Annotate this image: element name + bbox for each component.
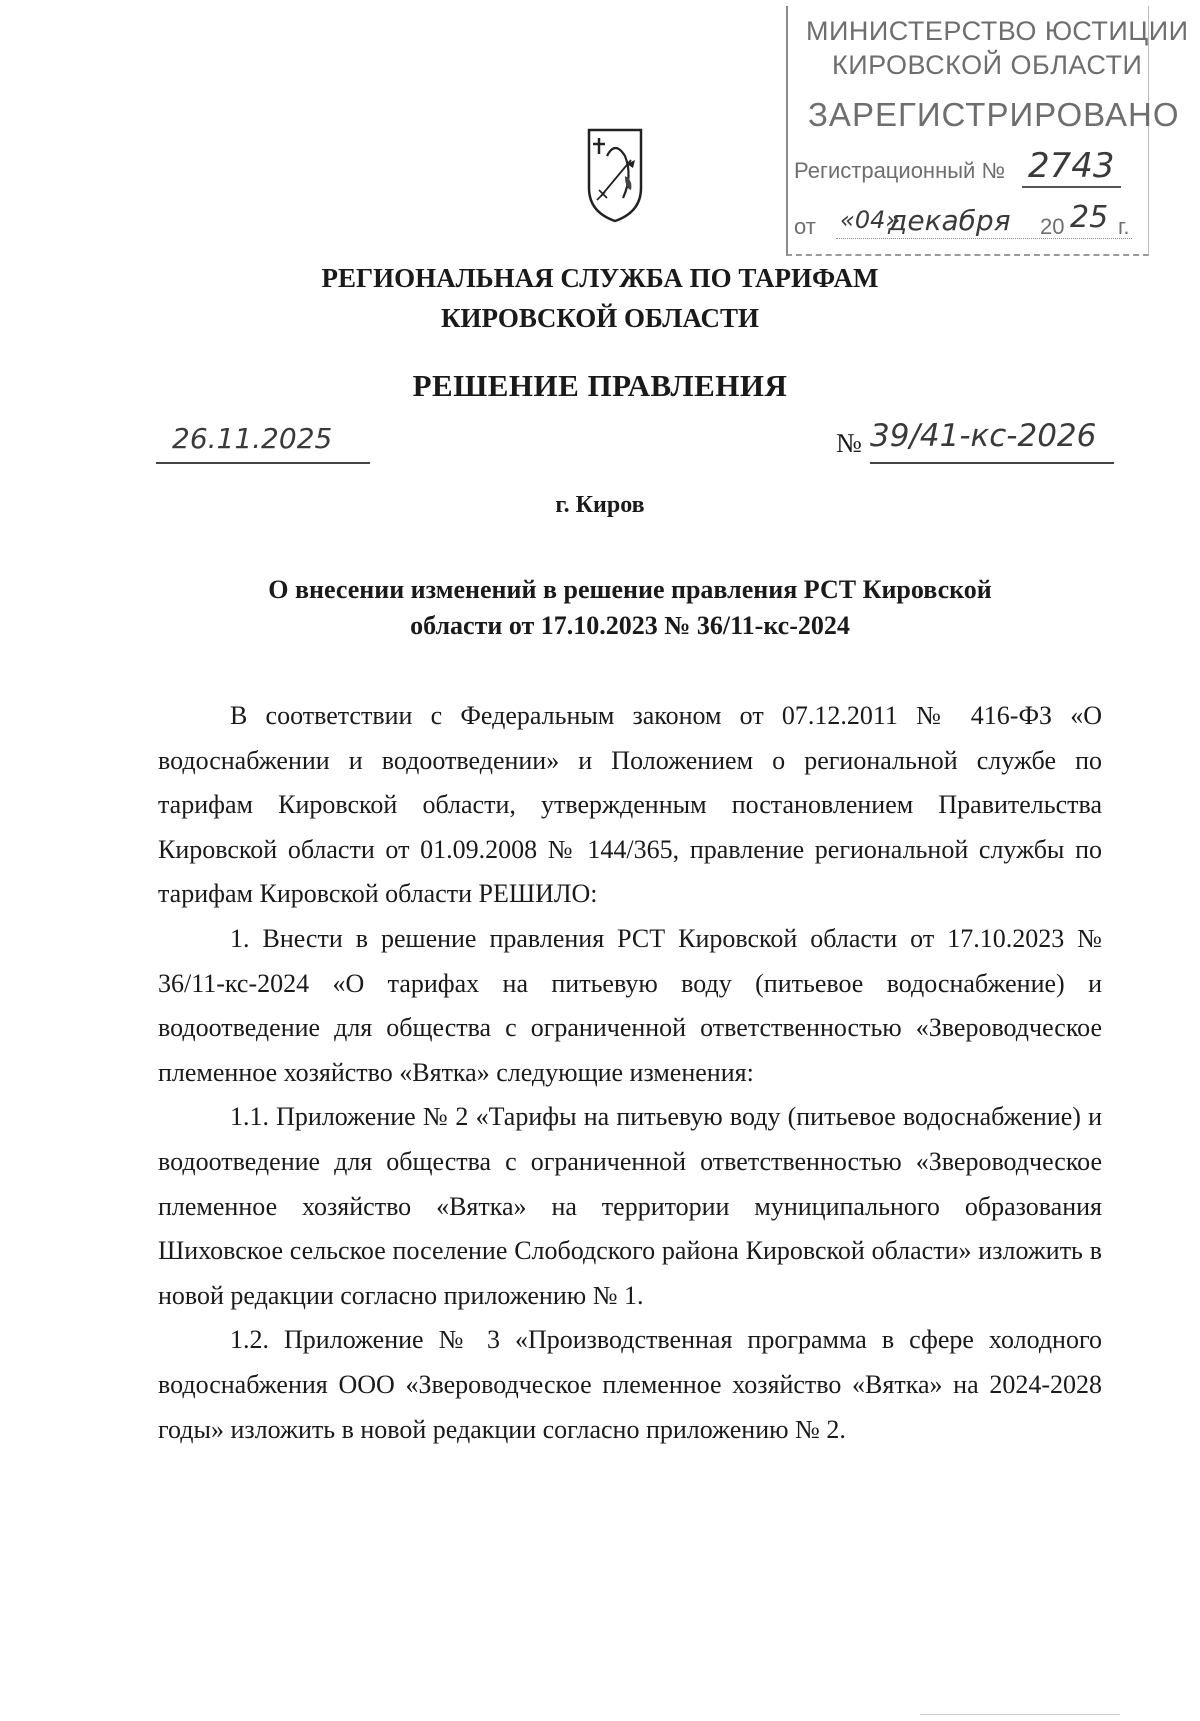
number-label: №: [836, 428, 862, 458]
registration-stamp: [786, 6, 1189, 256]
organization-name: [0, 258, 1200, 338]
stamp-date-day: «04»: [840, 206, 901, 234]
body-paragraph-item-1-1: 1.1. Приложение № 2 «Тарифы на питьевую воду (питьевое водоснабжение) и водоотведение для общества с ограниченной ответственностью «Звероводческое племенное хозяйство «Вятка» на территории муниципального образования Шиховское сельское поселение Слободского района Кировской области» изложить в новой редакции согласно приложению № 1.: [158, 1102, 1102, 1310]
stamp-year-prefix: 20: [1040, 214, 1065, 239]
decision-date: 26.11.2025: [172, 422, 333, 455]
stamp-region-line: КИРОВСКОЙ ОБЛАСТИ: [832, 50, 1143, 80]
page-edge-line: [920, 1714, 1120, 1715]
document-type-title: РЕШЕНИЕ ПРАВЛЕНИЯ: [412, 368, 788, 403]
stamp-reg-number: 2743: [1022, 146, 1121, 188]
body-paragraph-item-1-2: 1.2. Приложение № 3 «Производственная программа в сфере холодного водоснабжения ООО «Звероводческое племенное хозяйство «Вятка» на 2024-2028 годы» изложить в новой редакции согласно приложению № 2.: [158, 1325, 1102, 1444]
document-body: [158, 694, 1102, 1452]
coat-of-arms-icon: [585, 126, 645, 224]
number-underline: [870, 462, 1114, 464]
stamp-date-prefix: от: [794, 214, 816, 239]
date-underline: [156, 462, 370, 464]
city-name: г. Киров: [555, 492, 645, 518]
subject-line-1: О внесении изменений в решение правления РСТ Кировской: [268, 575, 992, 604]
stamp-reg-label: Регистрационный №: [794, 158, 1006, 183]
stamp-year-suffix: 25: [1070, 200, 1109, 235]
decision-number: 39/41-кс-2026: [870, 418, 1097, 454]
body-paragraph-item-1: 1. Внести в решение правления РСТ Кировской области от 17.10.2023 № 36/11-кс-2024 «О тарифах на питьевую воду (питьевое водоснабжение) и водоотведение для общества с ограниченной ответственностью «Звероводческое племенное хозяйство «Вятка» следующие изменения:: [158, 923, 1102, 1087]
document-subject: [200, 572, 1060, 644]
org-line-2: КИРОВСКОЙ ОБЛАСТИ: [440, 303, 760, 333]
stamp-registered-line: ЗАРЕГИСТРИРОВАНО: [808, 96, 1180, 133]
stamp-ministry-line: МИНИСТЕРСТВО ЮСТИЦИИ: [806, 16, 1189, 46]
stamp-date-month: декабря: [888, 204, 1011, 237]
subject-line-2: области от 17.10.2023 № 36/11-кс-2024: [410, 611, 850, 640]
stamp-date-underline: [836, 238, 1132, 239]
stamp-year-end: г.: [1118, 214, 1130, 239]
org-line-1: РЕГИОНАЛЬНАЯ СЛУЖБА ПО ТАРИФАМ: [321, 263, 879, 293]
body-paragraph-preamble: В соответствии с Федеральным законом от 07.12.2011 № 416-ФЗ «О водоснабжении и водоотведении» и Положением о региональной службе по тарифам Кировской области, утвержденным постановлением Правительства Кировской области от 01.09.2008 № 144/365, правление региональной службы по тарифам Кировской области РЕШИЛО:: [158, 701, 1102, 909]
